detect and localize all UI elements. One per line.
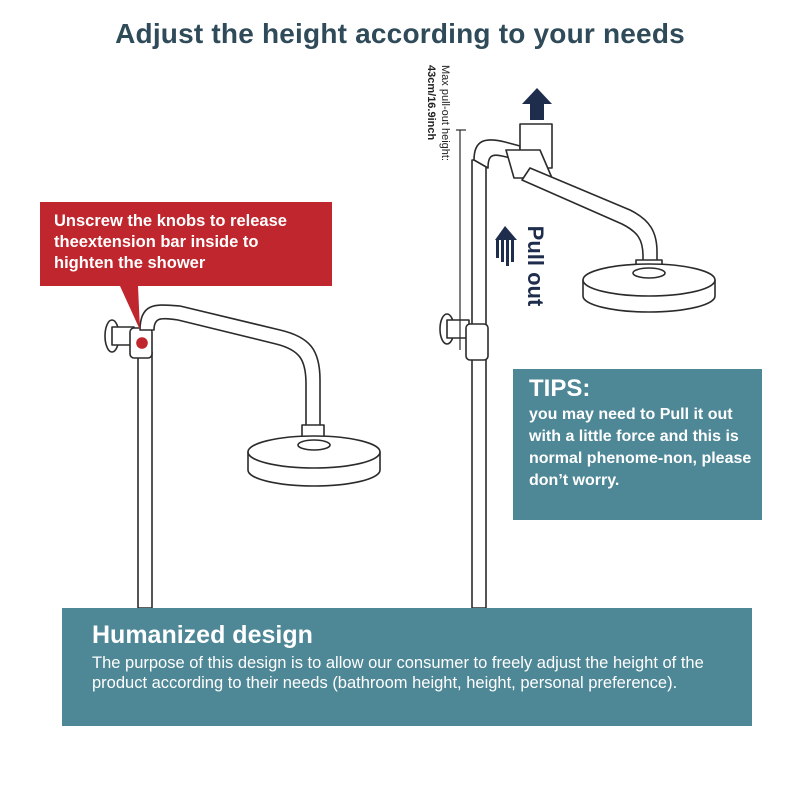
- tips-panel: [513, 369, 762, 520]
- measurement-line: [456, 130, 466, 350]
- left-shower: [105, 305, 380, 608]
- right-shower: [440, 124, 715, 608]
- callout-pointer: [120, 286, 140, 330]
- page-title: Adjust the height according to your needs: [115, 18, 685, 49]
- measurement-caption: Max pull-out height:: [439, 65, 451, 161]
- right-shower-pipe: [472, 160, 486, 608]
- left-shower-arm: [140, 305, 320, 426]
- humanized-body: The purpose of this design is to allow our consumer to freely adjust the height of the product according to their needs (bathroom height, height, personal preference).: [92, 654, 704, 692]
- measurement-value: 43cm/16.9inch: [425, 65, 437, 141]
- pull-out-label: Pull out: [523, 225, 548, 307]
- humanized-title: Humanized design: [92, 621, 313, 649]
- left-shower-pipe: [138, 352, 152, 608]
- top-up-arrow-icon: [522, 88, 552, 120]
- pull-arrow-icon: [495, 226, 517, 266]
- callout-box: Unscrew the knobs to release theextension bar inside to highten the shower: [40, 202, 332, 286]
- humanized-design-panel: [62, 608, 752, 726]
- left-knob: [137, 338, 147, 348]
- tips-title: TIPS:: [529, 375, 591, 402]
- up-arrow-icon: [522, 88, 552, 120]
- tips-body: you may need to Pull it out with a little force and this is normal phenome-non, please don’t worry.: [529, 406, 752, 489]
